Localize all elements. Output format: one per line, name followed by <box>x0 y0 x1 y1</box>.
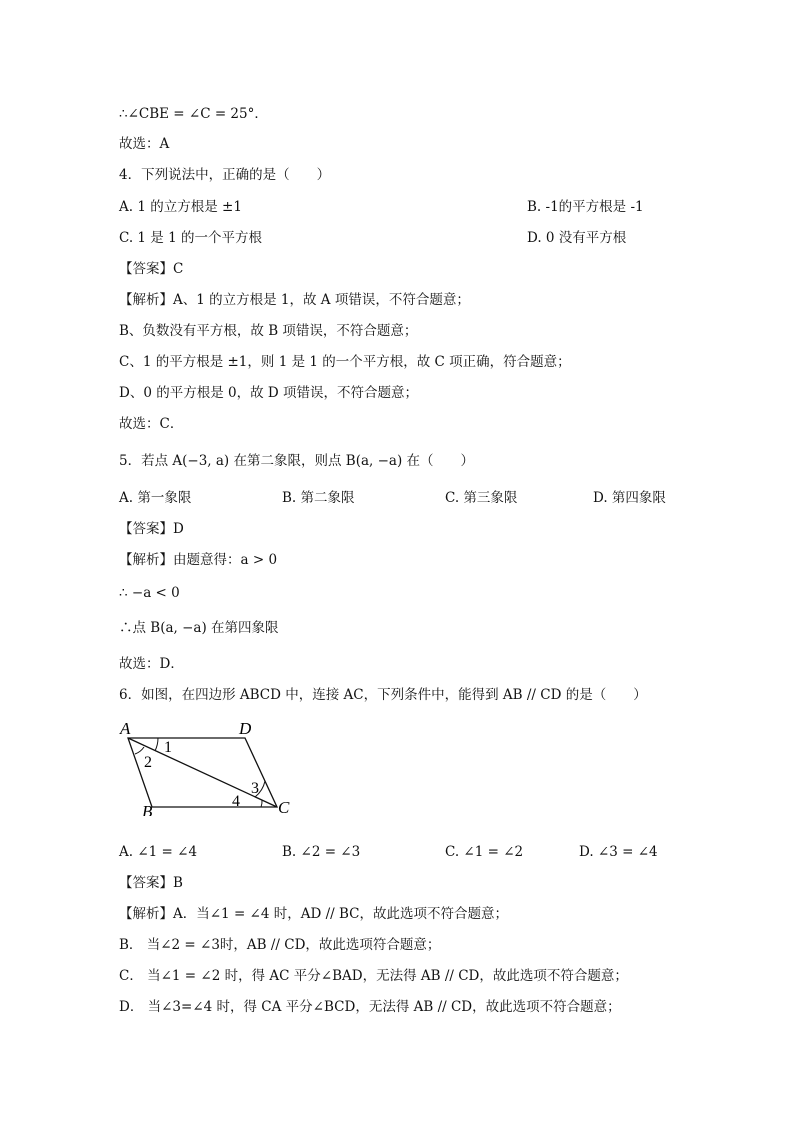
angle-1-arc <box>155 738 158 751</box>
quadrilateral-figure <box>116 714 296 816</box>
q4-option-b: B. -1的平方根是 -1 <box>527 199 644 215</box>
q6-answer: 【答案】B <box>119 875 183 891</box>
q6-explanation-1: 【解析】A．当∠1 = ∠4 时，AD // BC，故此选项不符合题意； <box>119 906 508 922</box>
angle-2-arc <box>135 747 144 754</box>
q5-explanation-3: ∴点 B(a, −a) 在第四象限 <box>119 620 279 636</box>
q6-option-a: A. ∠1 = ∠4 <box>119 844 198 860</box>
q6-option-b: B. ∠2 = ∠3 <box>282 844 361 860</box>
q5-explanation-2: ∴ −a < 0 <box>119 585 180 601</box>
vertex-c-label: C <box>278 798 290 816</box>
question-5: 5．若点 A(−3, a) 在第二象限，则点 B(a, −a) 在（ ） <box>119 453 475 469</box>
question-4: 4．下列说法中，正确的是（ ） <box>119 167 331 183</box>
q4-option-c: C. 1 是 1 的一个平方根 <box>119 230 262 246</box>
angle-2-label: 2 <box>144 754 152 771</box>
q4-answer: 【答案】C <box>119 261 184 277</box>
vertex-b-label: B <box>142 802 153 816</box>
angle-1-label: 1 <box>164 739 172 756</box>
q4-explanation-1: 【解析】A、1 的立方根是 1，故 A 项错误，不符合题意； <box>119 292 470 308</box>
q5-option-b: B. 第二象限 <box>282 490 355 506</box>
q6-explanation-3: C． 当∠1 = ∠2 时，得 AC 平分∠BAD，无法得 AB // CD，故此选项不符合题意； <box>119 968 628 984</box>
q5-explanation-1: 【解析】由题意得：a > 0 <box>119 552 278 568</box>
q6-explanation-2: B． 当∠2 = ∠3时，AB // CD，故此选项符合题意； <box>119 937 441 953</box>
vertex-d-label: D <box>239 719 252 738</box>
q4-option-d: D. 0 没有平方根 <box>527 230 627 246</box>
q4-explanation-3: C、1 的平方根是 ±1，则 1 是 1 的一个平方根，故 C 项正确，符合题意； <box>119 354 571 370</box>
q5-option-c: C. 第三象限 <box>445 490 518 506</box>
q4-select: 故选：C． <box>119 416 184 432</box>
q5-option-a: A. 第一象限 <box>119 490 192 506</box>
q4-explanation-2: B、负数没有平方根，故 B 项错误，不符合题意； <box>119 323 418 339</box>
answer-select: 故选：A <box>119 136 170 152</box>
q6-option-d: D. ∠3 = ∠4 <box>579 844 658 860</box>
angle-3-label: 3 <box>251 780 259 797</box>
q4-option-a: A. 1 的立方根是 ±1 <box>119 199 242 215</box>
q5-select: 故选：D． <box>119 656 184 672</box>
q5-answer: 【答案】D <box>119 521 184 537</box>
q6-option-c: C. ∠1 = ∠2 <box>445 844 524 860</box>
angle-4-label: 4 <box>232 793 240 810</box>
question-6: 6．如图，在四边形 ABCD 中，连接 AC，下列条件中，能得到 AB // CD 的是（ ） <box>119 687 647 703</box>
q6-explanation-4: D． 当∠3=∠4 时，得 CA 平分∠BCD，无法得 AB // CD，故此选项不符合题意； <box>119 999 621 1015</box>
angle-4-arc <box>261 800 262 807</box>
vertex-a-label: A <box>120 719 131 738</box>
q5-option-d: D. 第四象限 <box>593 490 666 506</box>
conclusion-line: ∴∠CBE = ∠C = 25°． <box>119 106 268 122</box>
q4-explanation-4: D、0 的平方根是 0，故 D 项错误，不符合题意； <box>119 385 418 401</box>
